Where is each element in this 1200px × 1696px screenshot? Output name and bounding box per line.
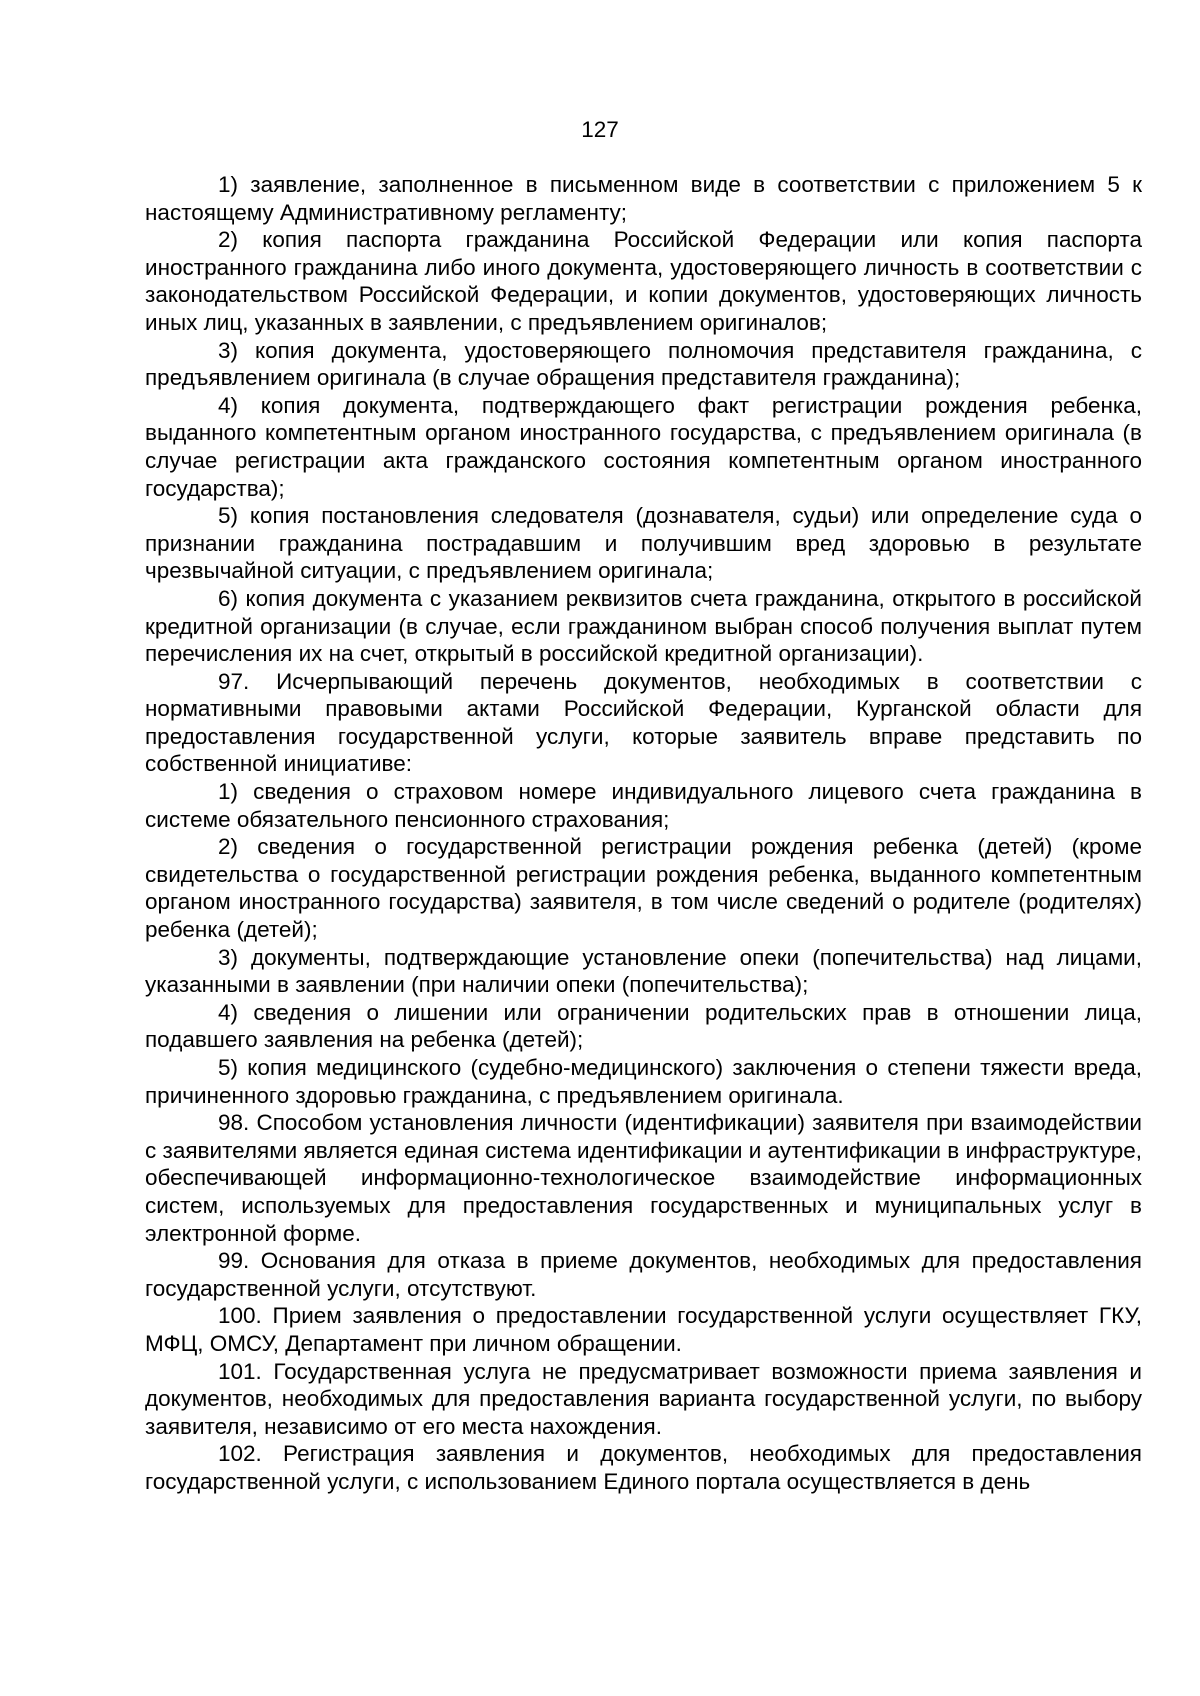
paragraph-item-2: 2) копия паспорта гражданина Российской Федерации или копия паспорта иностранного гражданина либо иного документа, удостоверяющего личность в соответствии с законодательством Российской Федерации, и копии документов, удостоверяющих личность иных лиц, указанных в заявлении, с предъявлением оригиналов; <box>145 227 1142 335</box>
paragraph-item-1: 1) заявление, заполненное в письменном виде в соответствии с приложением 5 к настоящему Административному регламенту; <box>145 172 1142 225</box>
document-body <box>145 171 1142 1496</box>
paragraph-97-item-3: 3) документы, подтверждающие установление опеки (попечительства) над лицами, указанными в заявлении (при наличии опеки (попечительства); <box>145 944 1142 998</box>
paragraph-97-item-1: 1) сведения о страховом номере индивидуального лицевого счета гражданина в системе обязательного пенсионного страхования; <box>145 779 1142 832</box>
paragraph-98: 98. Способом установления личности (идентификации) заявителя при взаимодействии с заявителями является единая система идентификации и аутентификации в инфраструктуре, обеспечивающей информационно-технологическое взаимодействие информационных систем, используемых для предоставления государственных и муниципальных услуг в электронной форме. <box>145 1110 1142 1246</box>
paragraph-item-5: 5) копия постановления следователя (дознавателя, судьи) или определение суда о признании гражданина пострадавшим и получившим вред здоровью в результате чрезвычайной ситуации, с предъявлением оригинала; <box>145 503 1142 584</box>
page-number: 127 <box>581 117 619 142</box>
paragraph-item-3: 3) копия документа, удостоверяющего полномочия представителя гражданина, с предъявлением оригинала (в случае обращения представителя гражданина); <box>145 337 1142 391</box>
paragraph-99: 99. Основания для отказа в приеме документов, необходимых для предоставления государственной услуги, отсутствуют. <box>145 1248 1142 1301</box>
paragraph-97-item-5: 5) копия медицинского (судебно-медицинского) заключения о степени тяжести вреда, причиненного здоровью гражданина, с предъявлением оригинала. <box>145 1055 1142 1108</box>
paragraph-97-item-4: 4) сведения о лишении или ограничении родительских прав в отношении лица, подавшего заявления на ребенка (детей); <box>145 999 1142 1053</box>
paragraph-item-6: 6) копия документа с указанием реквизитов счета гражданина, открытого в российской кредитной организации (в случае, если гражданином выбран способ получения выплат путем перечисления их на счет, открытый в российской кредитной организации). <box>145 585 1142 667</box>
paragraph-100: 100. Прием заявления о предоставлении государственной услуги осуществляет ГКУ, МФЦ, ОМСУ, Департамент при личном обращении. <box>145 1303 1142 1356</box>
paragraph-item-4: 4) копия документа, подтверждающего факт регистрации рождения ребенка, выданного компетентным органом иностранного государства, с предъявлением оригинала (в случае регистрации акта гражданского состояния компетентным органом иностранного государства); <box>145 392 1142 501</box>
paragraph-97: 97. Исчерпывающий перечень документов, необходимых в соответствии с нормативными правовыми актами Российской Федерации, Курганской области для предоставления государственной услуги, которые заявитель вправе представить по собственной инициативе: <box>145 668 1142 777</box>
paragraph-97-item-2: 2) сведения о государственной регистрации рождения ребенка (детей) (кроме свидетельства о государственной регистрации рождения ребенка, выданного компетентным органом иностранного государства) заявителя, в том числе сведений о родителе (родителях) ребенка (детей); <box>145 834 1142 943</box>
paragraph-102: 102. Регистрация заявления и документов, необходимых для предоставления государственной услуги, с использованием Единого портала осуществляется в день <box>145 1441 1142 1494</box>
paragraph-101: 101. Государственная услуга не предусматривает возможности приема заявления и документов, необходимых для предоставления варианта государственной услуги, по выбору заявителя, независимо от его места нахождения. <box>145 1358 1142 1439</box>
